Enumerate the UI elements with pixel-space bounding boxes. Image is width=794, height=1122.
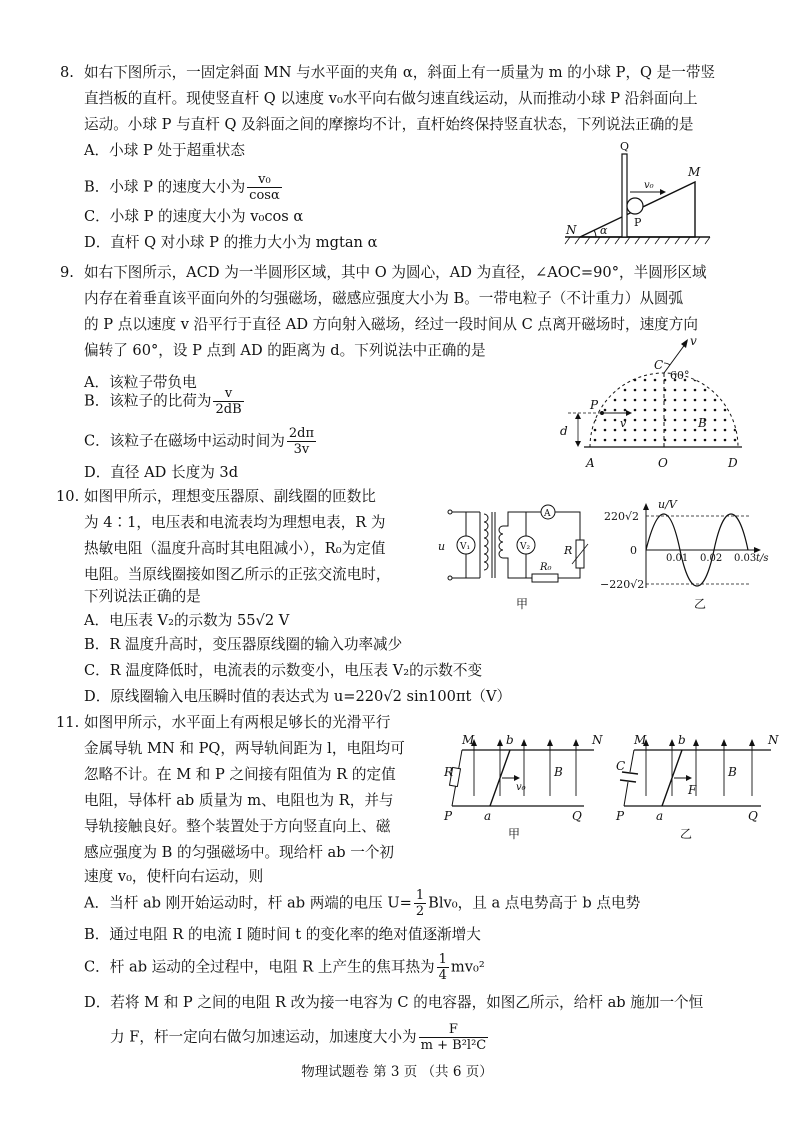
figure-incline [560, 140, 720, 250]
label-c: C [654, 358, 664, 372]
label-b-point: b [678, 733, 686, 747]
label-o: O [658, 456, 668, 470]
dim-arrow-down [575, 441, 581, 447]
label-t-axis: t/s [756, 553, 769, 564]
wire [558, 568, 580, 578]
stem-line: 导轨接触良好。整个装置处于方向竖直向上、磁 [84, 818, 391, 835]
label-m: M [462, 733, 475, 747]
figure-rails-resistor [444, 730, 609, 842]
label-d: d [560, 424, 568, 438]
tick-label: 0.02 [700, 553, 723, 564]
option-b: B．R 温度升高时，变压器原线圈的输入功率减少 [84, 636, 403, 653]
label-alpha: α [600, 224, 608, 237]
option-d-text: 力 F，杆一定向右做匀加速运动，加速度大小为 [110, 1028, 417, 1046]
stem-line: 内存在着垂直该平面向外的匀强磁场，磁感应强度大小为 B。一带电粒子（不计重力）从圆弧 [84, 290, 684, 307]
connector [624, 782, 628, 806]
tick-label: 0.01 [666, 553, 689, 564]
numerator: F [419, 1022, 489, 1038]
stem-line: 金属导轨 MN 和 PQ，两导轨间距为 l，电阻均可 [84, 740, 405, 757]
fraction [414, 888, 426, 919]
figure-rails-capacitor [616, 730, 786, 842]
label-v0: v₀ [644, 180, 654, 191]
option-a-text: A．当杆 ab 刚开始运动时，杆 ab 两端的电压 U= [84, 894, 412, 912]
option-a: A．该粒子带负电 [84, 374, 197, 391]
figure-transformer [436, 500, 596, 615]
option-a: A．电压表 V₂的示数为 55√2 V [84, 612, 290, 629]
option-d-line2 [110, 1022, 490, 1053]
caption-jia: 甲 [508, 827, 521, 841]
stem-line: 如右下图所示，ACD 为一半圆形区域，其中 O 为圆心，AD 为直径，∠AOC=90°，半圆形区域 [84, 264, 707, 281]
label-q: Q [748, 809, 758, 823]
label-zero: 0 [630, 544, 637, 557]
stem-line: 电阻。当原线圈接如图乙所示的正弦交流电时， [84, 566, 391, 583]
option-c-text: C．该粒子在磁场中运动时间为 [84, 432, 285, 450]
page-footer: 物理试题卷 第 3 页 （共 6 页） [301, 1064, 493, 1080]
figure-semicircle [550, 335, 745, 475]
label-max: 220√2 [604, 510, 640, 523]
stem-line: 忽略不计。在 M 和 P 之间接有阻值为 R 的定值 [84, 766, 396, 783]
denominator: 3v [293, 442, 310, 457]
option-b [84, 172, 284, 203]
label-v-small: v [620, 417, 627, 430]
option-c: C．小球 P 的速度大小为 v₀cos α [84, 208, 304, 225]
option-b-text: B．小球 P 的速度大小为 [84, 178, 246, 196]
dim-arrow-up [575, 413, 581, 419]
label-b-field: B [728, 765, 737, 779]
numerator: 1 [438, 952, 447, 967]
arrow-head [681, 339, 688, 348]
label-p: P [634, 216, 642, 229]
figure-sine-graph [600, 500, 775, 615]
ball-p [627, 198, 643, 214]
fraction [419, 1022, 489, 1053]
stem-line: 为 4∶1，电压表和电流表均为理想电表，R 为 [84, 514, 386, 531]
rod-q [622, 154, 627, 237]
label-c: C [616, 759, 626, 773]
option-c [84, 426, 318, 457]
option-b [84, 386, 246, 417]
secondary-coil [499, 526, 503, 558]
denominator: 2 [415, 904, 425, 919]
stem-line: 直挡板的直杆。现使竖直杆 Q 以速度 v₀水平向右做匀速直线运动，从而推动小球 P 沿斜面向上 [84, 90, 698, 107]
label-p: P [616, 809, 625, 823]
option-c: C．R 温度降低时，电流表的示数变小，电压表 V₂的示数不变 [84, 662, 483, 679]
label-n: N [768, 733, 779, 747]
option-a [84, 888, 640, 919]
terminal [448, 576, 452, 580]
stem-line: 如右下图所示，一固定斜面 MN 与水平面的夹角 α，斜面上有一质量为 m 的小球 P，Q 是一带竖 [84, 64, 716, 81]
label-f: F [688, 783, 697, 797]
stem-line: 下列说法正确的是 [84, 588, 201, 605]
stem-line: 感应强度为 B 的匀强磁场中。现给杆 ab 一个初 [84, 844, 395, 861]
label-v1: V₁ [460, 542, 471, 552]
resistor-r0 [532, 574, 558, 582]
primary-coil [484, 514, 488, 570]
label-p: P [444, 809, 453, 823]
option-c-tail: mv₀² [450, 958, 485, 976]
label-p: P [590, 398, 599, 412]
label-n: N [566, 223, 577, 237]
label-n: N [592, 733, 603, 747]
option-b: B．通过电阻 R 的电流 I 随时间 t 的变化率的绝对值逐渐增大 [84, 926, 481, 943]
stem-line: 如图甲所示，理想变压器原、副线圈的匝数比 [84, 488, 376, 505]
label-v0: v₀ [516, 782, 526, 793]
numerator: 2dπ [288, 426, 315, 441]
ground-hatch [565, 237, 710, 244]
arrow-head [660, 189, 666, 195]
numerator: v₀ [247, 172, 282, 188]
label-a: a [484, 809, 492, 823]
denominator: m + B²l²C [420, 1038, 487, 1053]
question-number: 10. [56, 488, 80, 505]
option-a-tail: Blv₀，且 a 点电势高于 b 点电势 [428, 894, 641, 912]
numerator: v [213, 386, 243, 402]
stem-line: 的 P 点以速度 v 沿平行于直径 AD 方向射入磁场，经过一段时间从 C 点离开磁场时，速度方向 [84, 316, 698, 333]
stem-line: 速度 v₀，使杆向右运动，则 [84, 868, 264, 885]
option-b-text: B．该粒子的比荷为 [84, 392, 212, 410]
caption-jia: 甲 [516, 597, 529, 611]
label-q: Q [620, 140, 630, 153]
option-d-line1: D．若将 M 和 P 之间的电阻 R 改为接一电容为 C 的电容器，如图乙所示，给杆 ab 施加一个恒 [84, 994, 704, 1011]
label-60: 60° [670, 369, 690, 382]
option-c [84, 952, 485, 983]
label-ammeter: A [544, 509, 551, 519]
option-d: D．原线圈输入电压瞬时值的表达式为 u=220√2 sin100πt（V） [84, 688, 512, 705]
y-arrow [643, 503, 649, 510]
label-u: u [438, 540, 446, 553]
question-number: 9. [60, 264, 74, 281]
denominator: 4 [438, 968, 447, 983]
label-r: R [564, 544, 573, 557]
terminal [448, 510, 452, 514]
label-u-axis: u/V [658, 498, 677, 511]
wire [503, 558, 532, 578]
caption-yi: 乙 [680, 827, 693, 841]
arrow-head [686, 775, 692, 781]
label-b-point: b [506, 733, 514, 747]
fraction [287, 426, 316, 457]
arrow-head [514, 775, 520, 781]
caption-yi: 乙 [694, 597, 707, 611]
label-b-field: B [554, 765, 563, 779]
label-v2: V₂ [520, 542, 531, 552]
tick-label: 0.03 [734, 553, 757, 564]
denominator: 2dB [215, 402, 242, 417]
label-m: M [688, 165, 701, 179]
question-number: 11. [56, 714, 80, 731]
question-number: 8. [60, 64, 74, 81]
stem-line: 运动。小球 P 与直杆 Q 及斜面之间的摩擦均不计，直杆始终保持竖直状态，下列说法正确的是 [84, 116, 694, 133]
field-arrow-heads [643, 739, 755, 746]
denominator: cosα [249, 188, 280, 203]
label-min: −220√2 [600, 578, 645, 591]
label-b: B [698, 416, 707, 430]
label-q: Q [572, 809, 582, 823]
fraction [437, 952, 449, 983]
connector [630, 750, 634, 772]
stem-line: 热敏电阻（温度升高时其电阻减小），R₀为定值 [84, 540, 386, 557]
label-v: v [690, 334, 697, 348]
stem-line: 偏转了 60°，设 P 点到 AD 的距离为 d。下列说法中正确的是 [84, 342, 486, 359]
label-a: A [586, 456, 595, 470]
label-d-point: D [728, 456, 738, 470]
option-c-text: C．杆 ab 运动的全过程中，电阻 R 上产生的焦耳热为 [84, 958, 435, 976]
option-d: D．直径 AD 长度为 3d [84, 464, 239, 481]
label-r: R [444, 765, 454, 779]
label-r0: R₀ [540, 562, 552, 573]
angle-arc [664, 363, 670, 365]
option-a: A．小球 P 处于超重状态 [84, 142, 245, 159]
numerator: 1 [415, 888, 425, 903]
stem-line: 如图甲所示，水平面上有两根足够长的光滑平行 [84, 714, 391, 731]
fraction [247, 172, 282, 203]
fraction [213, 386, 243, 417]
stem-line: 电阻，导体杆 ab 质量为 m、电阻也为 R，并与 [84, 792, 394, 809]
field-arrow-heads [471, 739, 579, 746]
label-a: a [656, 809, 664, 823]
label-m: M [634, 733, 647, 747]
option-d: D．直杆 Q 对小球 P 的推力大小为 mgtan α [84, 234, 378, 251]
angle-arc [594, 230, 596, 237]
capacitor-plate [620, 780, 636, 782]
